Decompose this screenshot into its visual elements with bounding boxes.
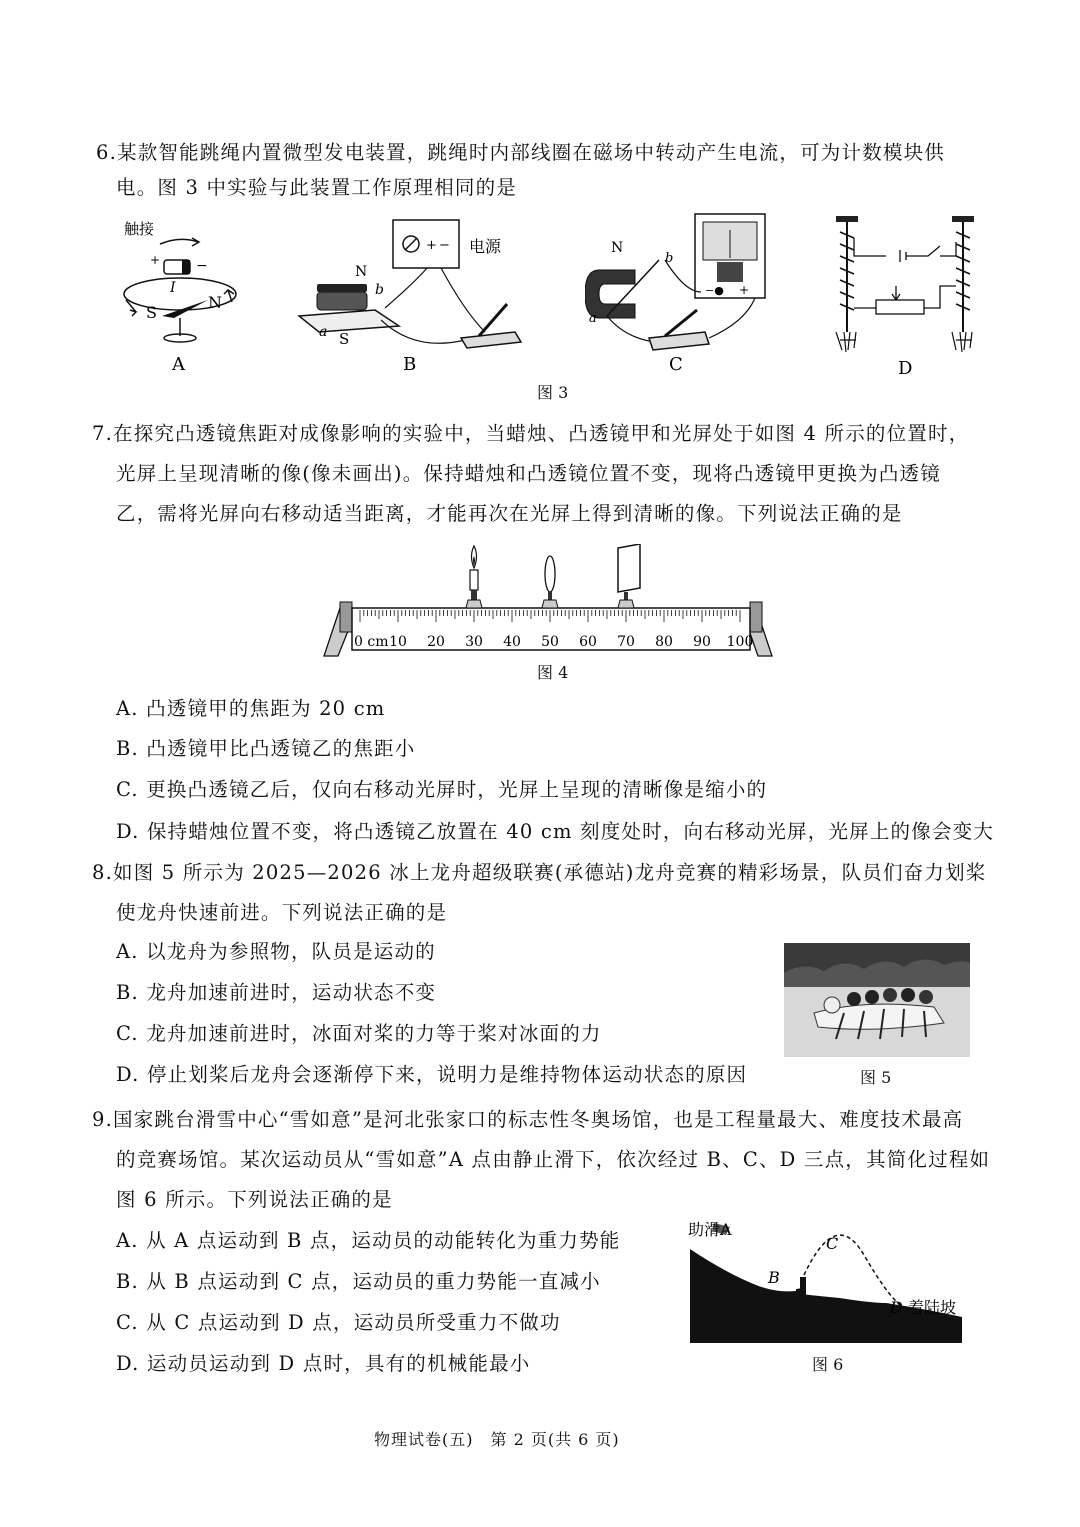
fig-d-label: D bbox=[898, 358, 913, 379]
q7-stem-line-1: 7.在探究凸透镜焦距对成像影响的实验中，当蜡烛、凸透镜甲和光屏处于如图 4 所示的位置时， bbox=[92, 422, 970, 445]
ruler-tick-label: 90 bbox=[693, 634, 711, 650]
q8-option-b: B. 龙舟加速前进时，运动状态不变 bbox=[116, 981, 437, 1004]
ruler-tick-label: 70 bbox=[617, 634, 635, 650]
q6-stem-line-1: 6.某款智能跳绳内置微型发电装置，跳绳时内部线圈在磁场中转动产生电流，可为计数模块供 bbox=[96, 141, 946, 164]
svg-text:−●: −● bbox=[705, 284, 724, 297]
bench-end-left bbox=[340, 602, 352, 632]
ruler-tick-label: 40 bbox=[503, 634, 521, 650]
figure-4-optical-bench bbox=[320, 544, 780, 662]
fig6-d-label: D bbox=[890, 1298, 903, 1317]
svg-text:+: + bbox=[150, 253, 161, 267]
fig6-c-label: C bbox=[826, 1234, 839, 1253]
ruler-tick-label: 10 bbox=[389, 634, 407, 650]
q7-option-c: C. 更换凸透镜乙后，仅向右移动光屏时，光屏上呈现的清晰像是缩小的 bbox=[116, 778, 768, 801]
fig6-b-label: B bbox=[768, 1268, 780, 1287]
figure-3a bbox=[110, 212, 260, 382]
svg-text:−: − bbox=[439, 238, 450, 253]
q7-option-a: A. 凸透镜甲的焦距为 20 cm bbox=[116, 697, 386, 720]
convex-lens bbox=[542, 556, 558, 608]
fig-a-label: A bbox=[172, 354, 185, 375]
q9-stem-line-3: 图 6 所示。下列说法正确的是 bbox=[116, 1188, 393, 1211]
svg-text:b: b bbox=[665, 251, 674, 266]
q9-option-d: D. 运动员运动到 D 点时，具有的机械能最小 bbox=[116, 1352, 531, 1375]
q9-stem-line-1: 9.国家跳台滑雪中心“雪如意”是河北张家口的标志性冬奥场馆，也是工程量最大、难度技术最高 bbox=[92, 1108, 964, 1131]
light-screen bbox=[618, 544, 640, 608]
figure-3-caption: 图 3 bbox=[537, 383, 569, 402]
figure-5-caption: 图 5 bbox=[860, 1068, 892, 1087]
q9-option-a: A. 从 A 点运动到 B 点，运动员的动能转化为重力势能 bbox=[116, 1229, 621, 1252]
q7-option-b: B. 凸透镜甲比凸透镜乙的焦距小 bbox=[116, 737, 416, 760]
svg-text:S: S bbox=[339, 330, 350, 348]
fig6-start-label: 助滑A bbox=[688, 1220, 732, 1239]
svg-text:+: + bbox=[739, 283, 750, 297]
q8-stem-line-2: 使龙舟快速前进。下列说法正确的是 bbox=[116, 901, 448, 924]
svg-text:N: N bbox=[611, 240, 624, 256]
fig-b-label: B bbox=[403, 354, 417, 375]
candle bbox=[466, 546, 482, 608]
q6-stem-line-2: 电。图 3 中实验与此装置工作原理相同的是 bbox=[116, 176, 518, 199]
svg-text:a: a bbox=[589, 311, 597, 326]
power-label: 电源 bbox=[469, 237, 502, 256]
fig6-slope-label: 着陆坡 bbox=[908, 1298, 957, 1317]
ruler-tick-label: 80 bbox=[655, 634, 673, 650]
svg-text:S: S bbox=[146, 303, 157, 322]
q9-option-c: C. 从 C 点运动到 D 点，运动员所受重力不做功 bbox=[116, 1311, 561, 1334]
ruler-tick-label: 50 bbox=[541, 634, 559, 650]
q9-option-b: B. 从 B 点运动到 C 点，运动员的重力势能一直减小 bbox=[116, 1270, 601, 1293]
svg-text:I: I bbox=[170, 280, 176, 296]
ruler-tick-label: 100 bbox=[726, 634, 754, 650]
page-footer: 物理试卷(五) 第 2 页(共 6 页) bbox=[374, 1430, 620, 1449]
figure-3c bbox=[585, 212, 775, 382]
figure-6-ski-jump bbox=[686, 1213, 968, 1345]
ruler-tick-label: 30 bbox=[465, 634, 483, 650]
svg-text:N: N bbox=[355, 264, 368, 280]
q7-stem-line-2: 光屏上呈现清晰的像(像未画出)。保持蜡烛和凸透镜位置不变，现将凸透镜甲更换为凸透镜 bbox=[116, 462, 941, 485]
svg-text:b: b bbox=[375, 282, 384, 298]
figure-6-caption: 图 6 bbox=[812, 1355, 844, 1374]
q7-option-d: D. 保持蜡烛位置不变，将凸透镜乙放置在 40 cm 刻度处时，向右移动光屏，光屏上的像会变大 bbox=[116, 820, 995, 843]
q8-option-c: C. 龙舟加速前进时，冰面对桨的力等于桨对冰面的力 bbox=[116, 1022, 602, 1045]
figure-5-dragon-boat-photo bbox=[784, 943, 970, 1057]
svg-text:a: a bbox=[319, 324, 328, 340]
svg-text:−: − bbox=[196, 258, 208, 274]
svg-text:S: S bbox=[611, 290, 621, 306]
ruler-tick-label: 0 cm bbox=[354, 634, 389, 650]
figure-3b bbox=[295, 212, 535, 382]
fig-c-label: C bbox=[669, 354, 683, 375]
bench-end-right bbox=[750, 602, 762, 632]
q9-stem-line-2: 的竞赛场馆。某次运动员从“雪如意”A 点由静止滑下，依次经过 B、C、D 三点，其简化过程如 bbox=[116, 1148, 991, 1171]
q8-option-d: D. 停止划桨后龙舟会逐渐停下来，说明力是维持物体运动状态的原因 bbox=[116, 1063, 748, 1086]
touch-label: 触接 bbox=[124, 220, 155, 238]
figure-3d bbox=[826, 212, 986, 382]
figure-4-caption: 图 4 bbox=[537, 663, 569, 682]
ruler-tick-label: 60 bbox=[579, 634, 597, 650]
q8-stem-line-1: 8.如图 5 所示为 2025—2026 冰上龙舟超级联赛(承德站)龙舟竞赛的精彩场景，队员们奋力划桨 bbox=[92, 861, 987, 884]
ruler-tick-label: 20 bbox=[427, 634, 445, 650]
q8-option-a: A. 以龙舟为参照物，队员是运动的 bbox=[116, 940, 436, 963]
svg-text:+: + bbox=[426, 238, 437, 253]
q7-stem-line-3: 乙，需将光屏向右移动适当距离，才能再次在光屏上得到清晰的像。下列说法正确的是 bbox=[116, 502, 903, 525]
svg-text:N: N bbox=[208, 293, 222, 312]
